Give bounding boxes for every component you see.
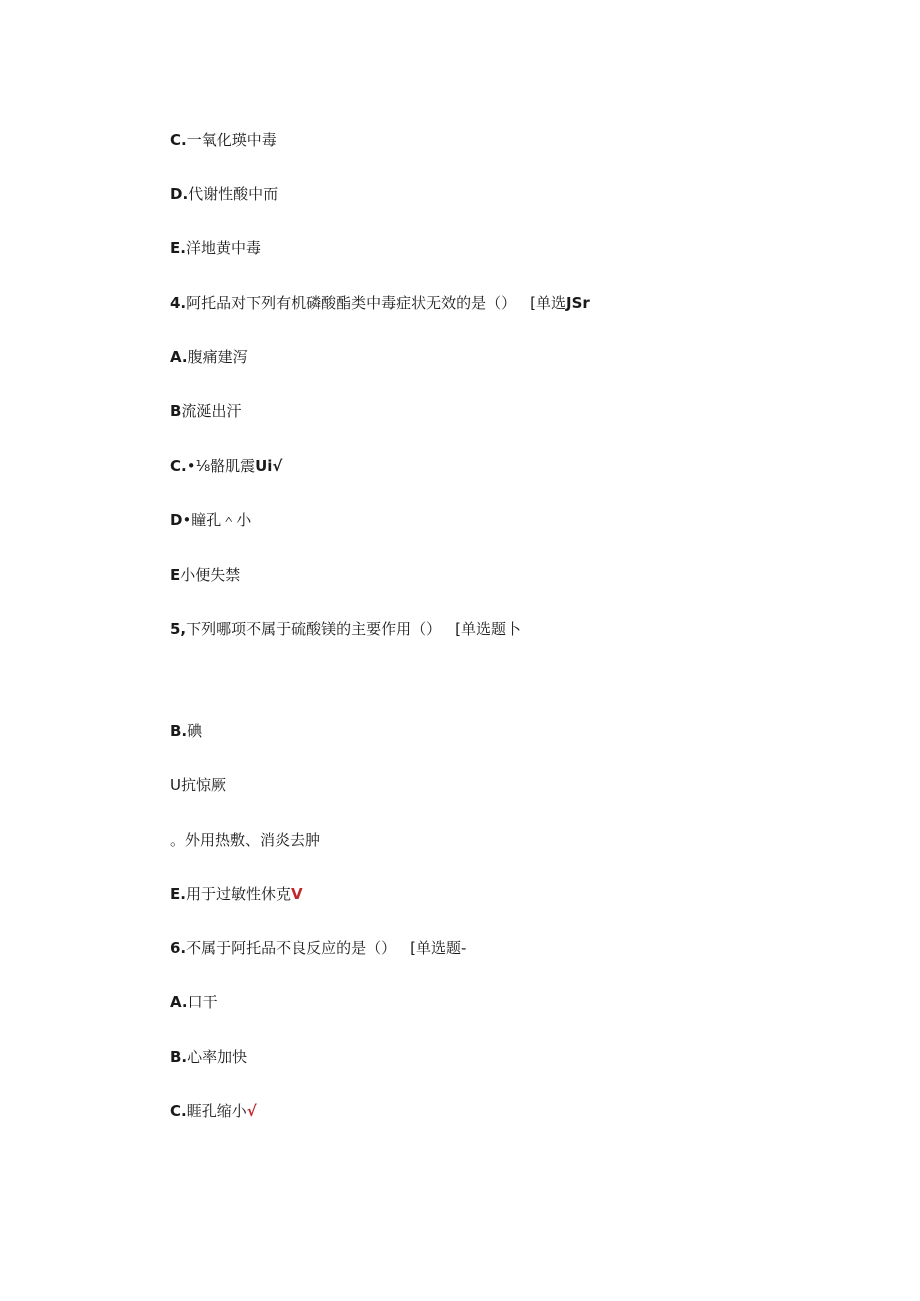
option-text: •瞳孔＾小 <box>182 511 252 529</box>
question-number: 6. <box>170 939 187 957</box>
option-d-line <box>170 510 251 530</box>
option-b-line <box>170 1047 247 1067</box>
option-text: 小便失禁 <box>180 566 241 584</box>
option-c-line <box>170 130 277 150</box>
option-b-line <box>170 721 202 741</box>
option-text: 口干 <box>187 993 218 1011</box>
question-4 <box>170 293 590 313</box>
option-text: 。外用热敷、消炎去肿 <box>170 831 321 849</box>
option-text: 腹痛建泻 <box>187 348 248 366</box>
option-text: 睚孔缩小 <box>186 1102 247 1120</box>
option-letter: E. <box>170 239 186 257</box>
option-letter: D <box>170 511 183 529</box>
question-number: 4. <box>170 294 187 312</box>
option-text: 流涎出汗 <box>181 402 242 420</box>
option-letter: B. <box>170 1048 188 1066</box>
option-b-line <box>170 401 241 421</box>
question-type-tag: [单选题- <box>410 939 467 957</box>
question-type-tag: [单选 <box>530 294 567 312</box>
question-type-tag: [单选题卜 <box>455 620 522 638</box>
option-letter: C. <box>170 457 187 475</box>
option-letter: E <box>170 566 181 584</box>
option-text: 碘 <box>187 722 203 740</box>
option-e-line <box>170 565 240 585</box>
option-tail: Ui√ <box>255 457 283 475</box>
option-letter: E. <box>170 885 186 903</box>
question-number: 5, <box>170 620 187 638</box>
option-text: 心率加快 <box>187 1048 248 1066</box>
option-e-line <box>170 884 303 904</box>
option-letter: D. <box>170 185 189 203</box>
option-text: •⅛骼肌震 <box>186 457 256 475</box>
option-c-line <box>170 1101 257 1121</box>
question-text: 下列哪项不属于硫酸镁的主要作用（） <box>186 620 442 638</box>
option-letter: C. <box>170 1102 187 1120</box>
question-5 <box>170 619 521 639</box>
question-type-suffix: JSr <box>566 294 590 312</box>
option-text: 代谢性酸中而 <box>188 185 279 203</box>
question-6 <box>170 938 466 958</box>
option-text: 用于过敏性休克 <box>185 885 291 903</box>
answer-check-mark: √ <box>246 1102 257 1120</box>
answer-check-mark: V <box>290 885 303 903</box>
option-c-line <box>170 775 226 795</box>
option-letter: B. <box>170 722 188 740</box>
option-text: 洋地黄中毒 <box>185 239 261 257</box>
option-text: 一氧化瑛中毒 <box>186 131 277 149</box>
option-a-line <box>170 992 218 1012</box>
option-letter: B <box>170 402 182 420</box>
option-a-line <box>170 347 248 367</box>
option-letter: A. <box>170 348 188 366</box>
option-letter: C. <box>170 131 187 149</box>
option-d-line <box>170 184 278 204</box>
question-text: 不属于阿托品不良反应的是（） <box>186 939 397 957</box>
option-c-line <box>170 456 282 476</box>
question-text: 阿托品对下列有机磷酸酯类中毒症状无效的是（） <box>186 294 517 312</box>
option-d-line <box>170 830 320 850</box>
option-e-line <box>170 238 261 258</box>
option-letter: A. <box>170 993 188 1011</box>
option-text: U抗惊厥 <box>170 776 226 794</box>
